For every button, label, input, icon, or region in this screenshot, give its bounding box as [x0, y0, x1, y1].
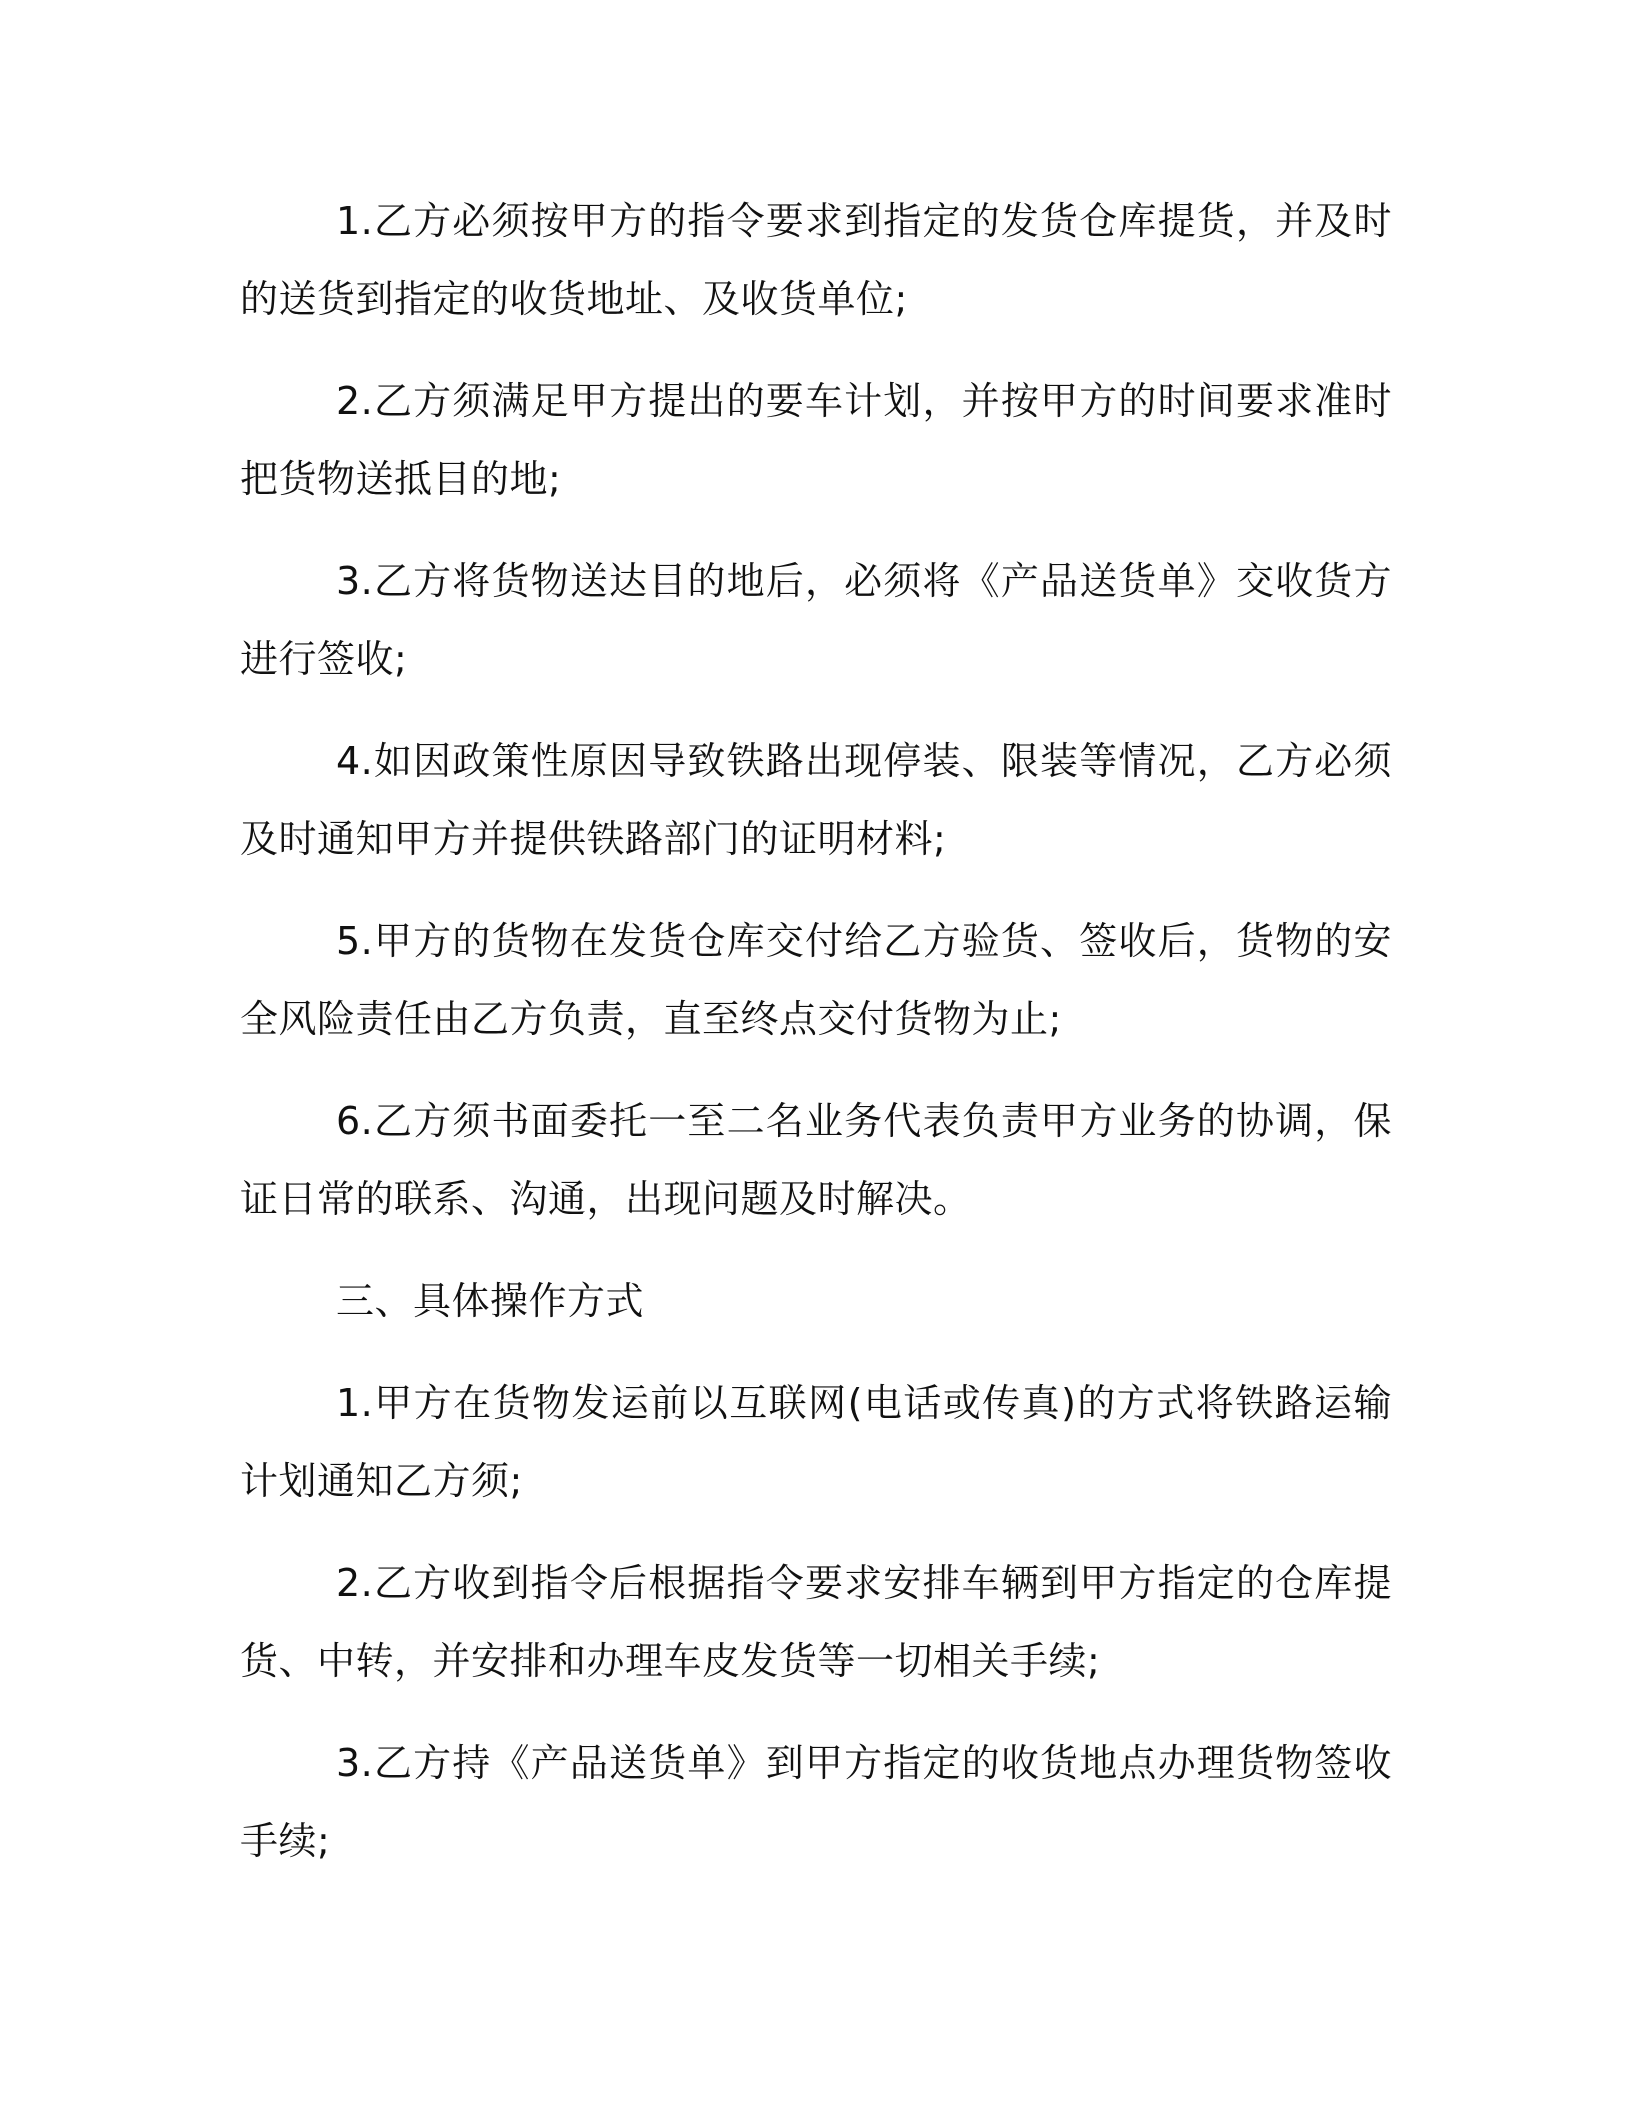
paragraph-obligation-6: 6.乙方须书面委托一至二名业务代表负责甲方业务的协调，保证日常的联系、沟通，出现问题及时解决。 [240, 1099, 1392, 1221]
paragraph-obligation-4: 4.如因政策性原因导致铁路出现停装、限装等情况，乙方必须及时通知甲方并提供铁路部门的证明材料; [240, 739, 1392, 861]
paragraph-obligation-5: 5.甲方的货物在发货仓库交付给乙方验货、签收后，货物的安全风险责任由乙方负责，直至终点交付货物为止; [240, 919, 1392, 1041]
paragraph-operation-3: 3.乙方持《产品送货单》到甲方指定的收货地点办理货物签收手续; [240, 1741, 1392, 1863]
paragraph-obligation-2: 2.乙方须满足甲方提出的要车计划，并按甲方的时间要求准时把货物送抵目的地; [240, 379, 1392, 501]
paragraph-obligation-1: 1.乙方必须按甲方的指令要求到指定的发货仓库提货，并及时的送货到指定的收货地址、及收货单位; [240, 199, 1392, 321]
document-page [240, 182, 1392, 1904]
paragraph-obligation-3: 3.乙方将货物送达目的地后，必须将《产品送货单》交收货方进行签收; [240, 559, 1392, 681]
paragraph-operation-2: 2.乙方收到指令后根据指令要求安排车辆到甲方指定的仓库提货、中转，并安排和办理车皮发货等一切相关手续; [240, 1561, 1392, 1683]
paragraph-operation-1: 1.甲方在货物发运前以互联网(电话或传真)的方式将铁路运输计划通知乙方须; [240, 1381, 1392, 1503]
section-heading-operation: 三、具体操作方式 [336, 1279, 645, 1323]
